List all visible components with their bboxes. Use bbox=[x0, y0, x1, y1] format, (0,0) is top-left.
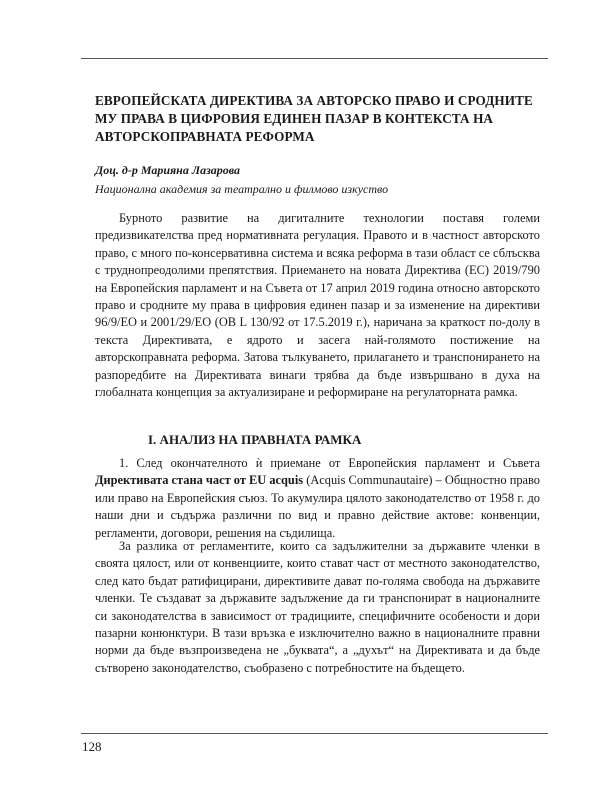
paragraph-text-start: 1. След окончателното ѝ приемане от Европейския парламент и Съвета bbox=[119, 456, 540, 470]
intro-paragraph: Бурното развитие на дигиталните технологии поставя големи предизвикателства пред нормативната регулация. Правото и в частност авторското право, с много по-консервативна система и всяка реформа в тази област се сблъсква с труднопреодолими препятствия. Приемането на новата Директива (ЕС) 2019/790 на Европейския парламент и на Съвета от 17 април 2019 година относно авторското право и сродните му права в цифровия единен пазар и за изменение на директиви 96/9/ЕО и 2001/29/ЕО (OB L 130/92 от 17.5.2019 г.), наричана за краткост по-долу в текста Директивата, е ядрото и засега най-голямото постижение на авторскоправната реформа. Затова тълкуването, прилагането и транспонирането на разпоредбите на Директивата винаги трябва да бъде извършвано в духа на глобалната концепция за актуализиране и реформиране на регулаторната рамка. bbox=[95, 211, 540, 400]
author-affiliation: Национална академия за театрално и филмово изкуство bbox=[95, 182, 389, 196]
section-paragraph-2: За разлика от регламентите, които са задължителни за държавите членки в своята цялост, или от конвенциите, които стават част от местното законодателство, след като бъдат ратифицирани, директивите дават по-голяма свобода на държавите членки. Те създават за държавите задължение да ги транспонират в националните си законодателства в зависимост от традициите, специфичните особености и дори пазарни конюнктури. В тази връзка е изключително важно в националните правни норми да бъде възпроизведена не „буквата“, а „духът“ на Директивата и да бъде сътворено законодателство, съобразено с потребностите на бъдещето. bbox=[95, 539, 540, 675]
emphasized-text: Директивата стана част от EU acquis bbox=[95, 473, 304, 488]
top-rule bbox=[81, 58, 548, 59]
section-heading: I. АНАЛИЗ НА ПРАВНАТА РАМКА bbox=[148, 432, 362, 447]
author-name: Доц. д-р Марияна Лазарова bbox=[95, 163, 241, 177]
paragraph-text-end: (Acquis Communautaire) – Общностно право или право на Европейския съюз. То акумулира цялото законодателство от 1958 г. до наши дни и съдържа различни по вид и правно действие актове: конвенции, регламенти, договори, решения на съдилища. bbox=[95, 473, 540, 540]
page-number: 128 bbox=[82, 739, 102, 754]
bottom-rule bbox=[81, 733, 548, 734]
article-title: ЕВРОПЕЙСКАТА ДИРЕКТИВА ЗА АВТОРСКО ПРАВО И СРОДНИТЕ МУ ПРАВА В ЦИФРОВИЯ ЕДИНЕН ПАЗАР В КОНТЕКСТА НА АВТОРСКОПРАВНАТА РЕФОРМА bbox=[95, 93, 533, 144]
section-paragraph-1 bbox=[95, 455, 540, 542]
